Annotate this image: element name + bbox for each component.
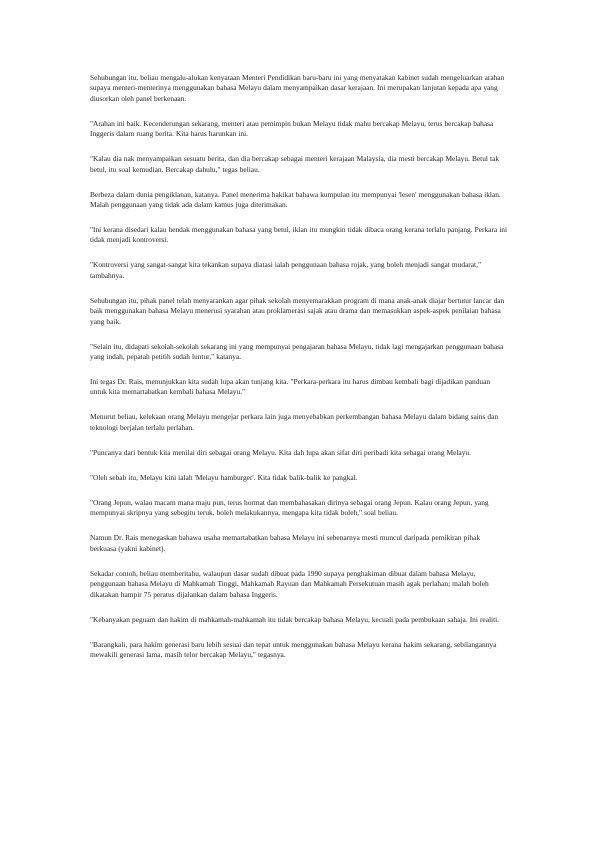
paragraph: "Oleh sebab itu, Melayu kini ialah 'Melayu hamburger'. Kita tidak balik-balik ke pangkal. — [90, 472, 358, 482]
paragraph: Namun Dr. Rais menegaskan bahawa usaha memartabatkan bahasa Melayu ini sebenarnya mesti muncul daripada pemikiran pihak berkuasa (yakni kabinet). — [90, 533, 481, 553]
paragraph: Ini tegas Dr. Rais, menunjukkan kita sudah lupa akan tunjang kita. "Perkara-perkara itu harus dimbau kembali bagi dijadikan panduan untuk kita memartabatkan kembali bahasa Melayu." — [90, 377, 491, 397]
paragraph: Berbeza dalam dunia pengiklanan, katanya. Panel menerima hakikat bahawa kumpulan itu mempunyai 'lesen' menggunakan bahasa iklan. Malah penggunaan yang tidak ada dalam kamus juga diterimakan. — [90, 189, 501, 210]
paragraph: "Selain itu, didapati sekolah-sekolah sekarang ini yang mempunyai pengajaran bahasa Melayu, tidak lagi mengajarkan penggunaan bahasa yang indah, pepatah petitih sudah luntur," katanya. — [90, 341, 504, 362]
article-body — [90, 73, 508, 660]
paragraph: "Barangkali, para hakim generasi baru lebih sesuai dan tepat untuk menggunakan bahasa Melayu kerana hakim sekarang, sebilangannya mewakili generasi lama, masih telor bercakap Melayu," tegasnya. — [90, 639, 497, 659]
paragraph: "Orang Jepun, walau macam mana maju pun, terus hormat dan membahasakan dirinya sebagai orang Jepun. Kalau orang Jepun, yang mempunyai skripnya yang sebegitu teruk, boleh melakukannya, mengapa kita tidak boleh," soal beliau. — [90, 497, 489, 518]
paragraph: Menurut beliau, kelekaan orang Melayu mengejar perkara lain juga menyebabkan perkembangan bahasa Melayu dalam bidang sains dan teknologi berjalan terlalu perlahan. — [90, 412, 499, 432]
paragraph: "Puncanya dari bentuk kita menilai diri sebagai orang Melayu. Kita dah lupa akan sifat diri peribadi kita sebagai orang Melayu. — [90, 447, 471, 457]
paragraph: Sekadar contoh, beliau memberitahu, walaupun dasar sudah dibuat pada 1990 supaya penghakiman dibuat dalam bahasa Melayu, penggunaan bahasa Melayu di Mahkamah Tinggi, Mahkamah Rayuan dan Mahkamah Persekutuan masih agak perlahan; malah boleh dikatakan hampir 75 peratus dijalankan dalam bahasa Inggeris. — [90, 568, 489, 599]
paragraph: Sehubungan itu, pihak panel telah menyarankan agar pihak sekolah menyemarakkan program di mana anak-anak diajar bertutur lancar dan baik menggunakan bahasa Melayu menerusi syarahan atau proklamerasi sajak atau drama dan memasukkan aspek-aspek penilaian bahasa yang baik. — [90, 295, 505, 326]
paragraph: "Kontroversi yang sangat-sangat kita tekankan supaya diatasi ialah penggunaan bahasa rojak, yang boleh menjadi sangat mudarat," tambahnya. — [90, 260, 481, 280]
paragraph: "Kebanyakan peguam dan hakim di mahkamah-mahkamah itu tidak bercakap bahasa Melayu, kecuali pada pembukaan sahaja. Ini realiti. — [90, 614, 500, 624]
paragraph: "Ini kerana disedari kalau hendak menggunakan bahasa yang betul, iklan itu mungkin tidak dibaca orang kerana terlalu panjang. Perkara ini tidak menjadi kontroversi. — [90, 225, 508, 245]
paragraph: "Arahan ini baik. Kecenderungan sekarang, menteri atau pemimpin bukan Melayu tidak mahu bercakap Melayu, terus bercakap bahasa Inggeris dalam ruang berita. Kita harus harunkan ini. — [90, 118, 494, 139]
paragraph: Sehubungan itu, beliau mengalu-alukan kenyataan Menteri Pendidikan baru-baru ini yang menyatakan kabinet sudah mengeluarkan arahan supaya menteri-menterinya menggunakan bahasa Melayu dalam menyampaikan dasar kerajaan. Ini merupakan lanjutan kepada apa yang diusorkan oleh panel berkenaan. — [90, 73, 505, 103]
paragraph: "Kalau dia nak menyampaikan sesuatu berita, dan dia bercakap sebagai menteri kerajaan Malaysia, dia mesti bercakap Melayu. Betul tak betul, itu soal kemudian. Bercakap dahulu," tegas beliau. — [90, 154, 500, 174]
